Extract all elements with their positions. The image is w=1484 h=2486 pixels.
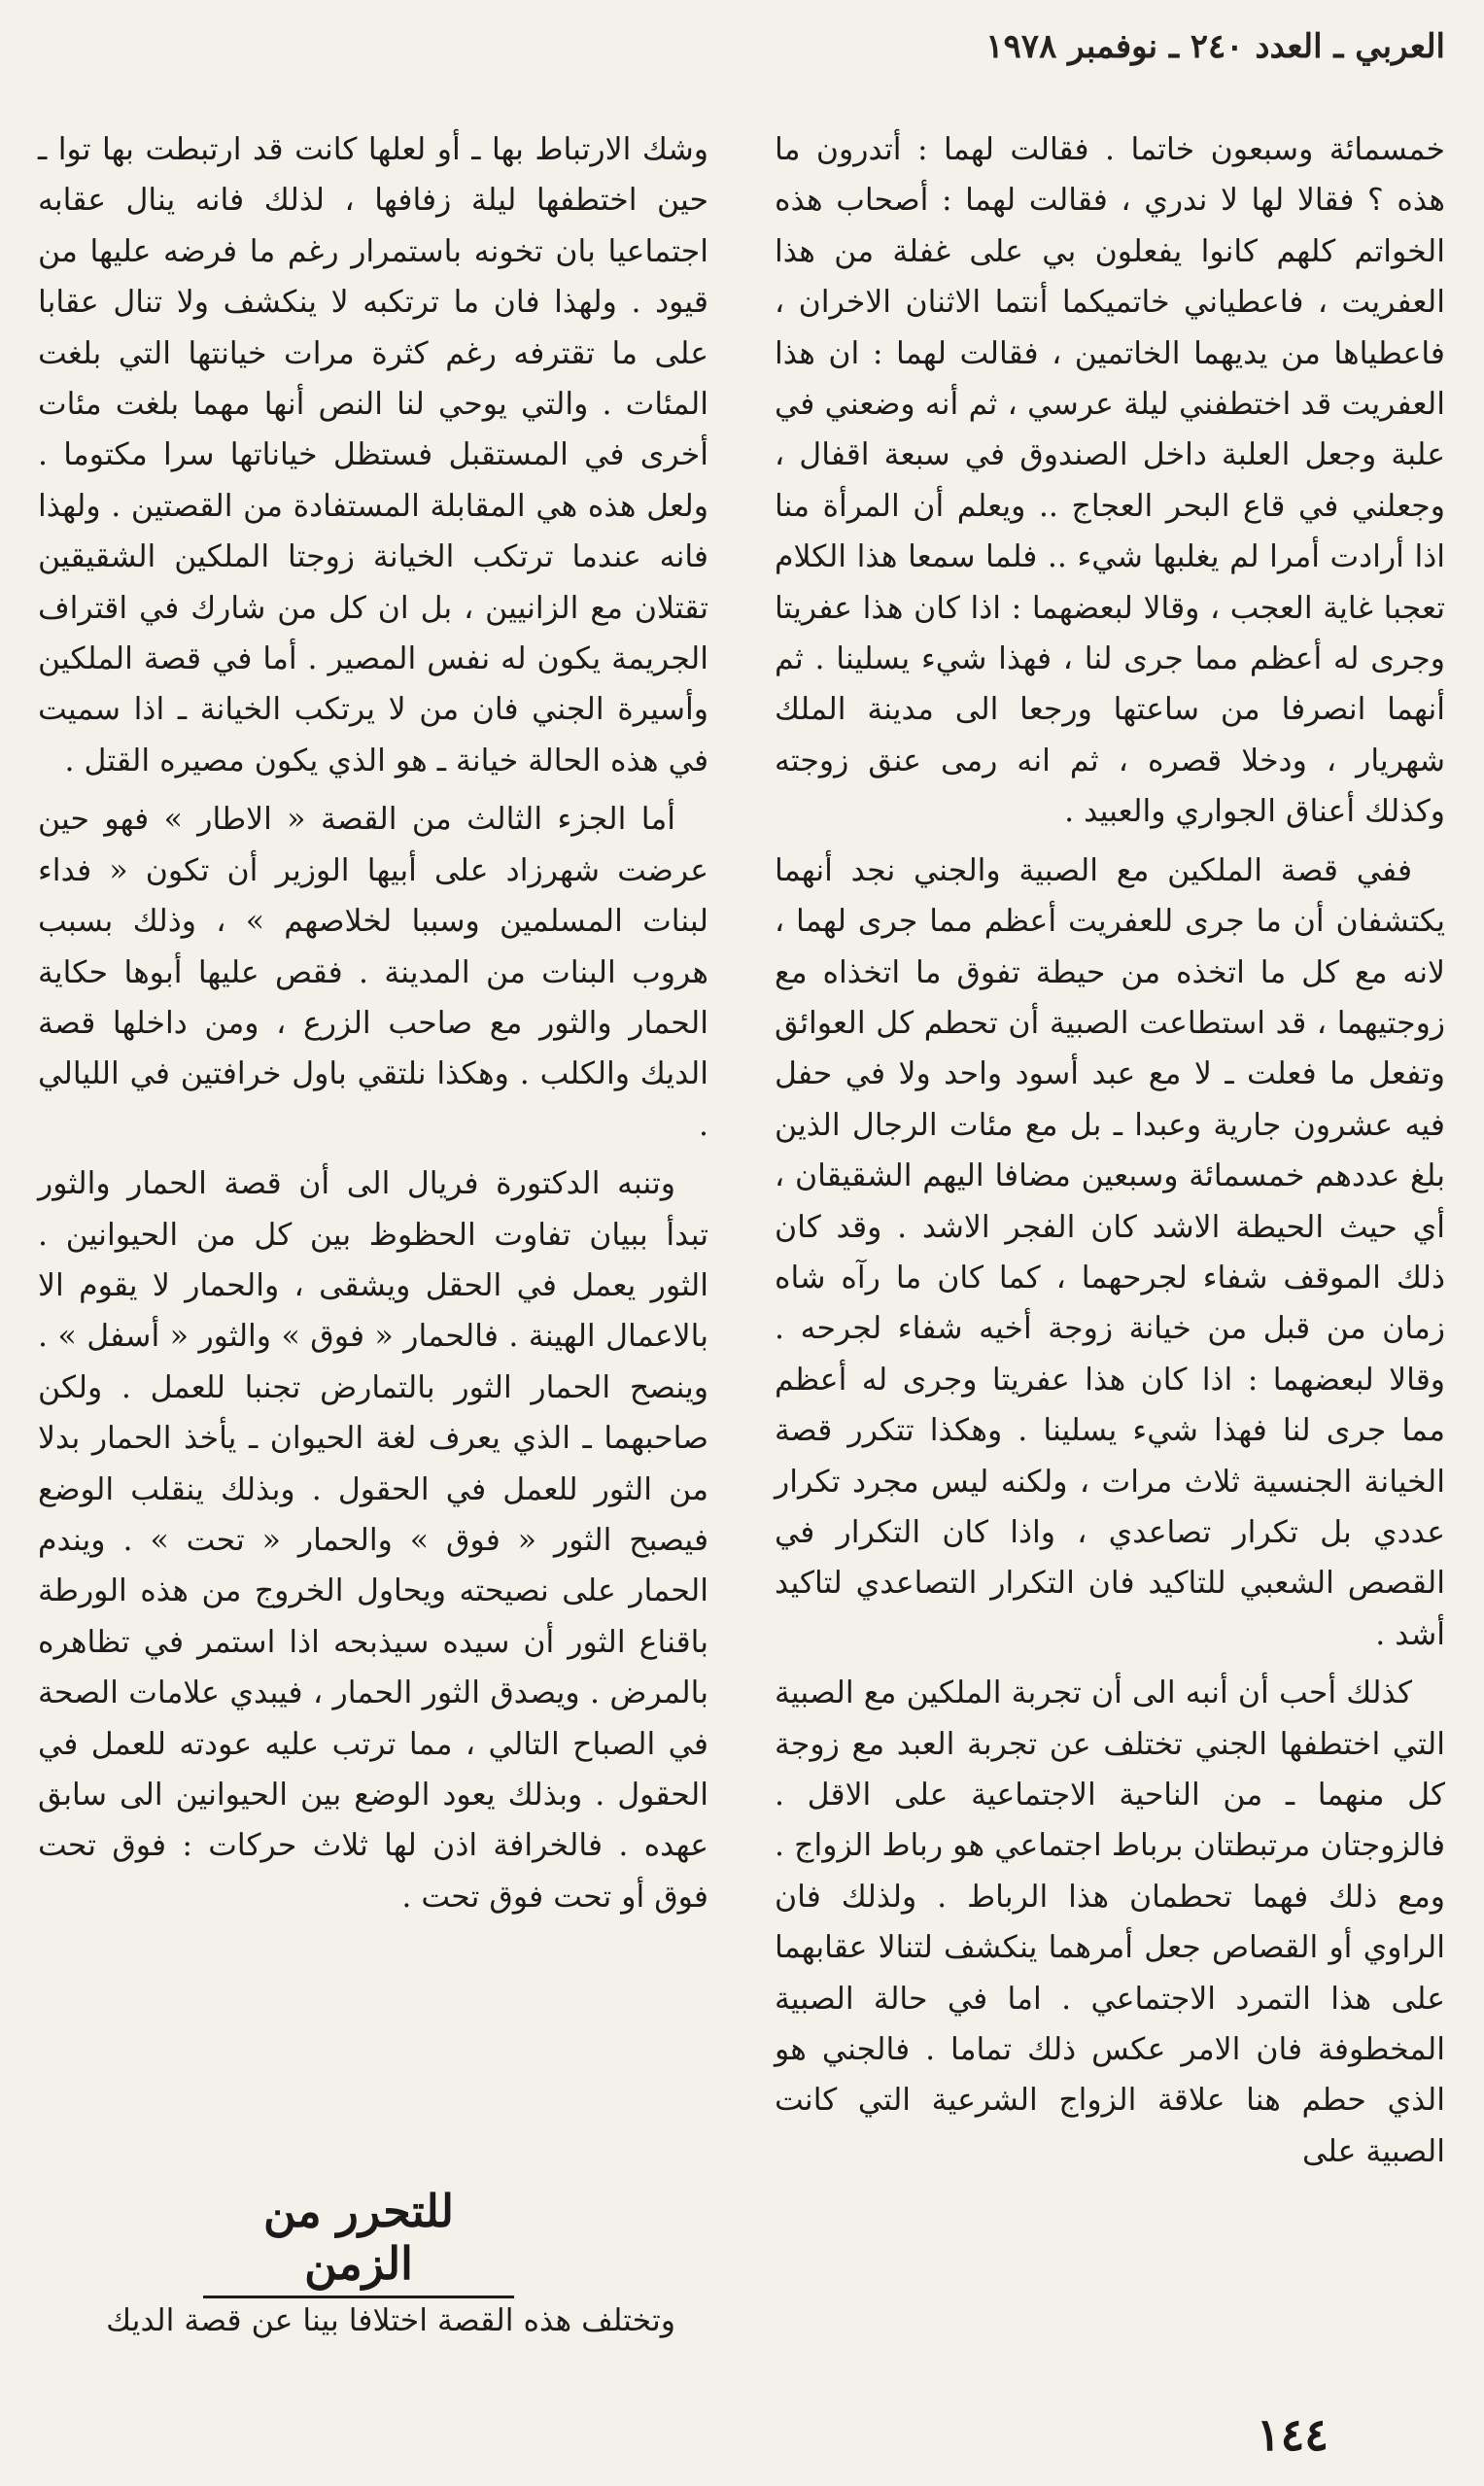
section-heading: للتحرر من الزمن xyxy=(203,2185,514,2298)
paragraph: أما الجزء الثالث من القصة « الاطار » فهو حين عرضت شهرزاد على أبيها الوزير أن تكون « فداء لبنات المسلمين وسببا لخلاصهم » ، وذلك بسبب هروب البنات من المدينة . فقص عليها أبوها حكاية الحمار والثور مع صاحب الزرع ، ومن داخلها قصة الديك والكلب . وهكذا نلتقي باول خرافتين في الليالي . xyxy=(38,802,708,1143)
text-column-left xyxy=(38,124,708,1930)
paragraph: خمسمائة وسبعون خاتما . فقالت لهما : أتدرون ما هذه ؟ فقالا لها لا ندري ، فقالت لهما : أصحاب هذه الخواتم كلهم كانوا يفعلون بي على غفلة من هذا العفريت ، فاعطياني خاتميكما أنتما الاثنان الاخران ، فاعطياها من يديهما الخاتمين ، فقالت لهما : ان هذا العفريت قد اختطفني ليلة عرسي ، ثم أنه وضعني في علبة وجعل العلبة داخل الصندوق في سبعة اقفال ، وجعلني في قاع البحر العجاج .. ويعلم أن المرأة منا اذا أرادت أمرا لم يغلبها شيء .. فلما سمعا هذا الكلام تعجبا غاية العجب ، وقالا لبعضهما : اذا كان هذا عفريتا وجرى له أعظم مما جرى لنا ، فهذا شيء يسلينا . ثم أنهما انصرفا من ساعتها ورجعا الى مدينة الملك شهريار ، ودخلا قصره ، ثم انه رمى عنق زوجته وكذلك أعناق الجواري والعبيد . xyxy=(775,132,1445,830)
paragraph: وشك الارتباط بها ـ أو لعلها كانت قد ارتبطت بها توا ـ حين اختطفها ليلة زفافها ، لذلك فانه ينال عقابه اجتماعيا بان تخونه باستمرار رغم ما فرضه عليها من قيود . ولهذا فان ما ترتكبه لا ينكشف ولا تنال عقابا على ما تقترفه رغم كثرة مرات خيانتها التي بلغت المئات . والتي يوحي لنا النص أنها مهما بلغت مئات أخرى في المستقبل فستظل خياناتها سرا مكتوما . ولعل هذه هي المقابلة المستفادة من القصتين . ولهذا فانه عندما ترتكب الخيانة زوجتا الملكين الشقيقين تقتلان مع الزانيين ، بل ان كل من شارك في اقتراف الجريمة يكون له نفس المصير . أما في قصة الملكين وأسيرة الجني فان من لا يرتكب الخيانة ـ اذا سميت في هذه الحالة خيانة ـ هو الذي يكون مصيره القتل . xyxy=(38,132,708,778)
section-first-line: وتختلف هذه القصة اختلافا بينا عن قصة الديك xyxy=(106,2303,675,2338)
paragraph: وتنبه الدكتورة فريال الى أن قصة الحمار والثور تبدأ ببيان تفاوت الحظوظ بين كل من الحيوانين . الثور يعمل في الحقل ويشقى ، والحمار لا يقوم الا بالاعمال الهينة . فالحمار « فوق » والثور « أسفل » . وينصح الحمار الثور بالتمارض تجنبا للعمل . ولكن صاحبهما ـ الذي يعرف لغة الحيوان ـ يأخذ الحمار بدلا من الثور للعمل في الحقول . وبذلك ينقلب الوضع فيصبح الثور « فوق » والحمار « تحت » . ويندم الحمار على نصيحته ويحاول الخروج من هذه الورطة باقناع الثور أن سيده سيذبحه اذا استمر في تظاهره بالمرض . ويصدق الثور الحمار ، فيبدي علامات الصحة في الصباح التالي ، مما ترتب عليه عودته للعمل في الحقول . وبذلك يعود الوضع بين الحيوانين الى سابق عهده . فالخرافة اذن لها ثلاث حركات : فوق تحت فوق أو تحت فوق تحت . xyxy=(38,1166,708,1915)
page-number: ١٤٤ xyxy=(1256,2408,1329,2461)
text-column-right xyxy=(775,124,1445,2185)
paragraph: كذلك أحب أن أنبه الى أن تجربة الملكين مع الصبية التي اختطفها الجني تختلف عن تجربة العبد مع زوجة كل منهما ـ من الناحية الاجتماعية على الاقل . فالزوجتان مرتبطتان برباط اجتماعي هو رباط الزواج . ومع ذلك فهما تحطمان هذا الرباط . ولذلك فان الراوي أو القصاص جعل أمرهما ينكشف لتنالا عقابهما على هذا التمرد الاجتماعي . اما في حالة الصبية المخطوفة فان الامر عكس ذلك تماما . فالجني هو الذي حطم هنا علاقة الزواج الشرعية التي كانت الصبية على xyxy=(775,1675,1445,2169)
paragraph: ففي قصة الملكين مع الصبية والجني نجد أنهما يكتشفان أن ما جرى للعفريت أعظم مما جرى لهما ، لانه مع كل ما اتخذه من حيطة تفوق ما اتخذاه مع زوجتيهما ، قد استطاعت الصبية أن تحطم كل العوائق وتفعل ما فعلت ـ لا مع عبد أسود واحد ولا في حفل فيه عشرون جارية وعبدا ـ بل مع مئات الرجال الذين بلغ عددهم خمسمائة وسبعين مضافا اليهم الشقيقان ، أي حيث الحيطة الاشد كان الفجر الاشد . وقد كان ذلك الموقف شفاء لجرحهما ، كما كان ما رآه شاه زمان من قبل من خيانة زوجة أخيه شفاء لجرحه . وقالا لبعضهما : اذا كان هذا عفريتا وجرى له أعظم مما جرى لنا فهذا شيء يسلينا . وهكذا تتكرر قصة الخيانة الجنسية ثلاث مرات ، ولكنه ليس مجرد تكرار عددي بل تكرار تصاعدي ، واذا كان التكرار في القصص الشعبي للتاكيد فان التكرار التصاعدي لتاكيد أشد . xyxy=(775,852,1445,1652)
running-header: العربي ـ العدد ٢٤٠ ـ نوفمبر ١٩٧٨ xyxy=(985,27,1445,66)
